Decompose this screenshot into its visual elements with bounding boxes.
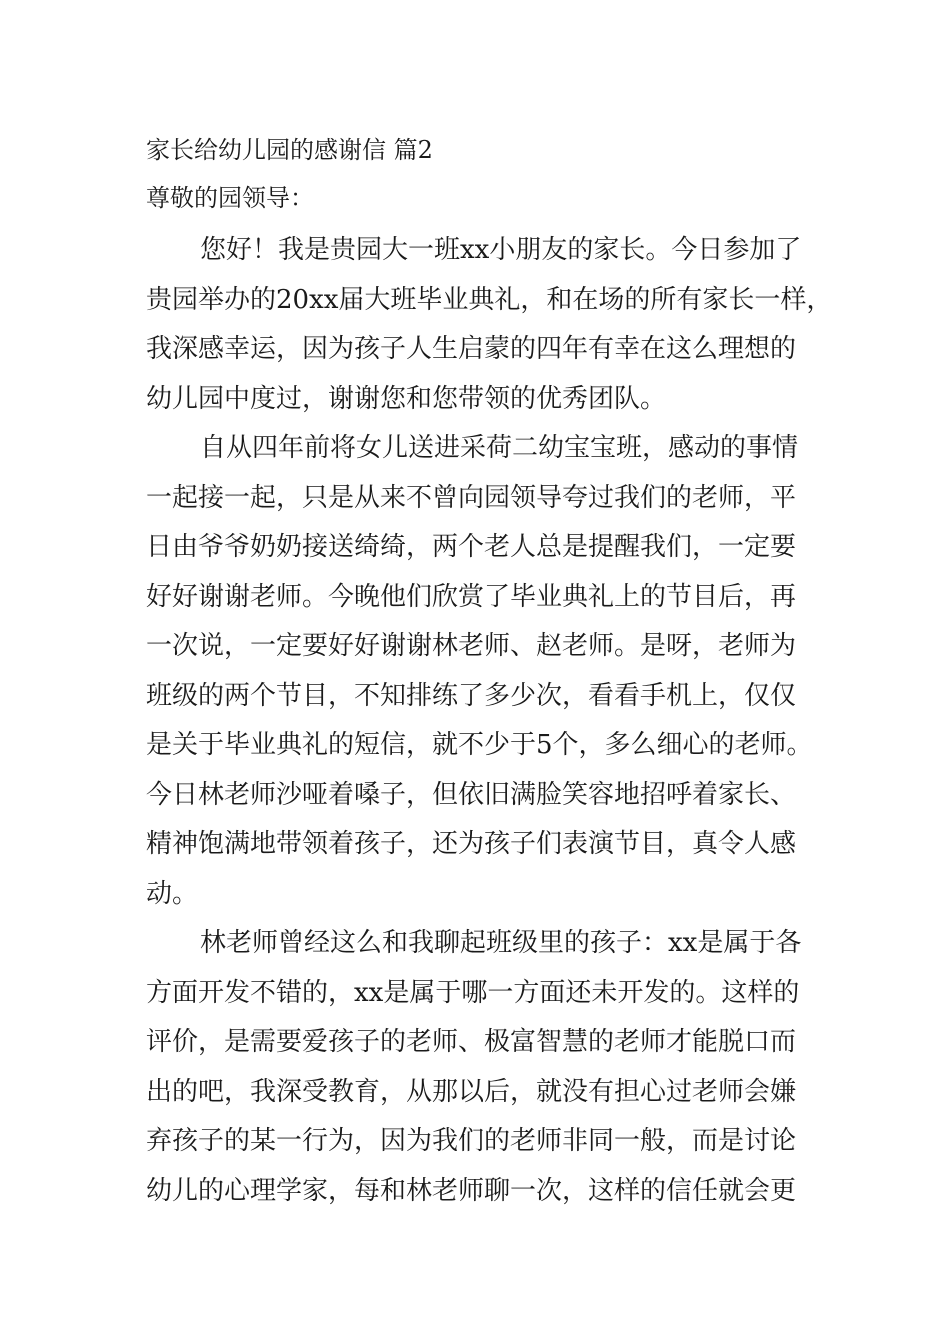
paragraph-line: 您好！我是贵园大一班xx小朋友的家长。今日参加了: [200, 235, 802, 265]
paragraph-3: [146, 919, 816, 1216]
salutation: 尊敬的园领导：: [146, 184, 314, 212]
paragraph-1: [146, 226, 833, 424]
paragraph-line: 是关于毕业典礼的短信，就不少于5个，多么细心的老师。: [146, 730, 813, 760]
paragraph-line: 林老师曾经这么和我聊起班级里的孩子：xx是属于各: [200, 928, 802, 958]
paragraph-line: 幼儿的心理学家，每和林老师聊一次，这样的信任就会更: [146, 1175, 797, 1206]
paragraph-line: 贵园举办的20xx届大班毕业典礼，和在场的所有家长一样，: [146, 284, 833, 315]
paragraph-line: 方面开发不错的，xx是属于哪一方面还未开发的。这样的: [146, 977, 800, 1008]
paragraph-line: 评价，是需要爱孩子的老师、极富智慧的老师才能脱口而: [146, 1027, 797, 1057]
paragraph-line: 弃孩子的某一行为，因为我们的老师非同一般，而是讨论: [146, 1126, 797, 1156]
paragraph-line: 一次说，一定要好好谢谢林老师、赵老师。是呀，老师为: [146, 631, 797, 661]
paragraph-line: 我深感幸运，因为孩子人生启蒙的四年有幸在这么理想的: [146, 334, 797, 364]
paragraph-line: 自从四年前将女儿送进采荷二幼宝宝班，感动的事情: [200, 433, 799, 463]
paragraph-line: 幼儿园中度过，谢谢您和您带领的优秀团队。: [146, 383, 667, 414]
paragraph-line: 精神饱满地带领着孩子，还为孩子们表演节目，真令人感: [146, 829, 797, 859]
paragraph-2: [146, 424, 816, 919]
letter-body: [146, 226, 833, 1216]
paragraph-line: 一起接一起，只是从来不曾向园领导夸过我们的老师，平: [146, 482, 797, 513]
paragraph-line: 好好谢谢老师。今晚他们欣赏了毕业典礼上的节目后，再: [146, 581, 797, 612]
paragraph-line: 班级的两个节目，不知排练了多少次，看看手机上，仅仅: [146, 680, 797, 711]
paragraph-line: 动。: [146, 878, 199, 909]
paragraph-line: 出的吧，我深受教育，从那以后，就没有担心过老师会嫌: [146, 1076, 797, 1107]
paragraph-line: 今日林老师沙哑着嗓子，但依旧满脸笑容地招呼着家长、: [146, 779, 797, 810]
paragraph-line: 日由爷爷奶奶接送绮绮，两个老人总是提醒我们，一定要: [146, 532, 797, 562]
document-title: 家长给幼儿园的感谢信 篇2: [146, 136, 433, 164]
